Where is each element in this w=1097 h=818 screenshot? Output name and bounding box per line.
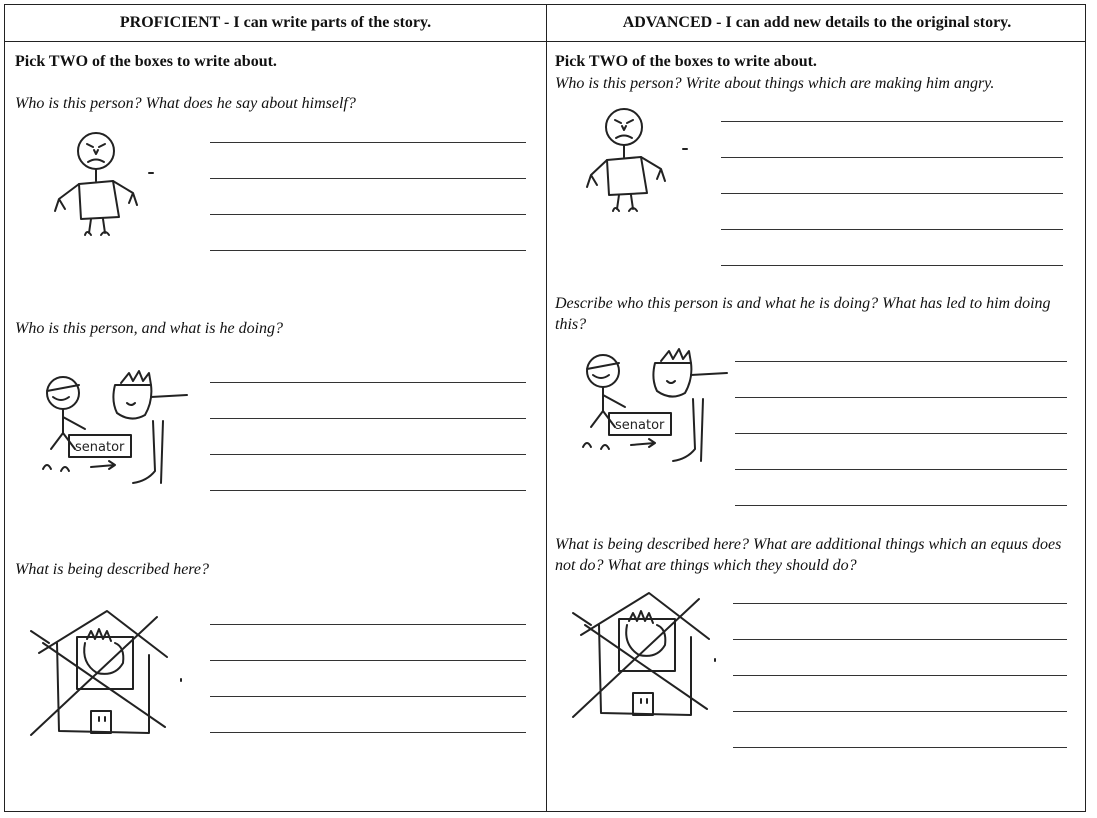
proficient-prompt-2: Who is this person, and what is he doing? [15,320,284,337]
angry-person-drawing-advanced [579,105,689,225]
answer-line[interactable] [210,214,526,215]
answer-line[interactable] [733,603,1067,604]
answer-line[interactable] [733,711,1067,712]
crossed-out-house-drawing [25,603,185,743]
answer-line[interactable] [210,490,526,491]
answer-line[interactable] [210,178,526,179]
answer-line[interactable] [735,433,1067,434]
proficient-instruction: Pick TWO of the boxes to write about. [15,53,277,70]
proficient-prompt-3: What is being described here? [15,561,210,578]
answer-line[interactable] [721,121,1063,122]
answer-line[interactable] [210,418,526,419]
answer-line[interactable] [721,193,1063,194]
man-and-horse-drawing [35,371,195,491]
answer-line[interactable] [210,624,526,625]
advanced-prompt-3: What is being described here? What are additional things which an equus does not do? What are things which they should do? [555,536,1062,574]
answer-line[interactable] [733,639,1067,640]
answer-line[interactable] [733,747,1067,748]
answer-line[interactable] [735,361,1067,362]
crossed-out-house-drawing-advanced [567,585,727,725]
senator-sign-label: senator [615,418,665,433]
proficient-prompt-1: Who is this person? What does he say about himself? [15,95,356,112]
advanced-instruction: Pick TWO of the boxes to write about. [555,53,817,70]
man-and-horse-drawing-advanced [575,349,735,469]
answer-line[interactable] [210,454,526,455]
column-divider [546,5,547,811]
answer-line[interactable] [210,250,526,251]
angry-person-drawing [41,129,151,249]
answer-line[interactable] [733,675,1067,676]
senator-sign-label: senator [75,440,125,455]
answer-line[interactable] [735,469,1067,470]
answer-line[interactable] [735,505,1067,506]
advanced-header: ADVANCED - I can add new details to the original story. [622,14,1012,31]
answer-line[interactable] [210,142,526,143]
header-divider [5,41,1085,42]
worksheet-table [4,4,1086,812]
answer-line[interactable] [210,660,526,661]
advanced-prompt-2: Describe who this person is and what he is doing? What has led to him doing this? [555,295,1051,333]
proficient-header: PROFICIENT - I can write parts of the story. [119,14,432,31]
advanced-prompt-1: Who is this person? Write about things which are making him angry. [555,75,995,92]
answer-line[interactable] [210,732,526,733]
answer-line[interactable] [210,696,526,697]
answer-line[interactable] [735,397,1067,398]
answer-line[interactable] [721,265,1063,266]
answer-line[interactable] [721,157,1063,158]
answer-line[interactable] [210,382,526,383]
answer-line[interactable] [721,229,1063,230]
